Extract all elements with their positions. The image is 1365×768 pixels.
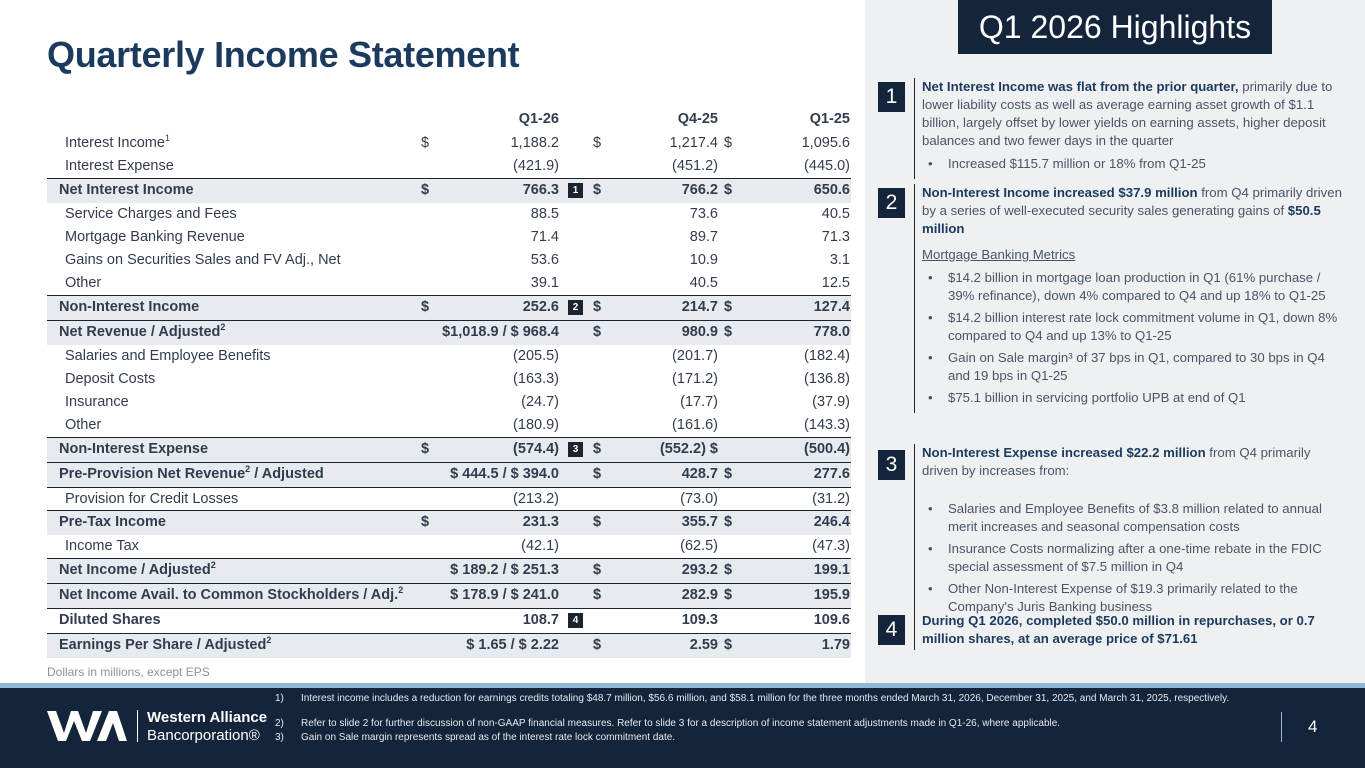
value-q1-26: $ 189.2 / $ 251.3 xyxy=(450,562,559,578)
table-row xyxy=(47,633,851,658)
value-q1-25: 1.79 xyxy=(821,637,850,653)
highlight-bullets xyxy=(922,500,1342,616)
income-statement-table xyxy=(47,106,851,658)
row-label-text: Other xyxy=(65,417,102,433)
value-q1-26: (180.9) xyxy=(513,417,559,433)
highlight-rule xyxy=(914,444,915,622)
value-q4-25: 766.2 xyxy=(681,182,718,198)
highlight-lead: Net Interest Income was flat from the prior quarter, xyxy=(922,79,1239,94)
value-q1-26: $ 1.65 / $ 2.22 xyxy=(466,637,559,653)
currency-sign: $ xyxy=(724,135,733,151)
currency-sign: $ xyxy=(421,182,430,198)
highlight-lead: Non-Interest Income increased $37.9 million xyxy=(922,185,1198,200)
highlight-bullets xyxy=(922,269,1342,407)
row-label xyxy=(65,491,238,507)
highlight-badge: 2 xyxy=(568,300,583,315)
value-q1-25: 3.1 xyxy=(829,252,850,268)
column-header-q1-26: Q1-26 xyxy=(518,111,559,127)
units-note: Dollars in millions, except EPS xyxy=(47,665,210,679)
value-q4-25: 282.9 xyxy=(681,587,718,603)
highlight-amount: $50.5 million xyxy=(922,203,1321,236)
row-label xyxy=(65,371,155,387)
logo-subname: Bancorporation® xyxy=(147,727,260,744)
currency-sign: $ xyxy=(593,182,602,198)
row-label-text: Provision for Credit Losses xyxy=(65,491,239,507)
highlight-text: from Q4 primarily driven by a series of well-executed security sales generating gains of xyxy=(922,185,1342,218)
table-row xyxy=(47,535,851,558)
table-row xyxy=(47,487,851,510)
bullet-item: • $75.1 billion in servicing portfolio UPB at end of Q1 xyxy=(922,389,1342,407)
value-q1-26: $ 444.5 / $ 394.0 xyxy=(450,466,559,482)
value-q1-26: (213.2) xyxy=(513,491,559,507)
currency-sign: $ xyxy=(421,135,430,151)
value-q4-25: (73.0) xyxy=(680,491,718,507)
value-q4-25: (171.2) xyxy=(672,371,718,387)
value-q1-25: 109.6 xyxy=(813,612,850,628)
value-q4-25: 293.2 xyxy=(681,562,718,578)
value-q4-25: (17.7) xyxy=(680,394,718,410)
value-q1-25: 650.6 xyxy=(813,182,850,198)
table-header xyxy=(47,106,851,132)
row-label xyxy=(59,324,225,340)
highlight-number: 4 xyxy=(878,615,905,645)
bullet-item: • Insurance Costs normalizing after a one-time rebate in the FDIC special assessment of $7.5 million in Q4 xyxy=(922,540,1342,576)
highlight-rule xyxy=(914,78,915,179)
column-header-q1-25: Q1-25 xyxy=(809,111,850,127)
value-q1-26: 53.6 xyxy=(530,252,559,268)
bullet-item: • $14.2 billion interest rate lock commitment volume in Q1, down 8% compared to Q4 and up 13% to Q1-25 xyxy=(922,309,1342,345)
currency-sign: $ xyxy=(724,587,733,603)
row-label xyxy=(65,252,341,268)
value-q4-25: 109.3 xyxy=(681,612,718,628)
table-row xyxy=(47,345,851,368)
footnote-marker: 2 xyxy=(398,585,404,596)
currency-sign: $ xyxy=(421,514,430,530)
row-label-text: Deposit Costs xyxy=(65,371,156,387)
value-q1-26: 766.3 xyxy=(522,182,559,198)
value-q1-26: $ 178.9 / $ 241.0 xyxy=(450,587,559,603)
table-row xyxy=(47,132,851,155)
row-label-suffix: / Adjusted xyxy=(250,466,324,482)
table-row xyxy=(47,510,851,535)
row-label-text: Interest Income xyxy=(65,135,165,151)
bullet-item: • Salaries and Employee Benefits of $3.8 million related to annual merit increases and seasonal compensation costs xyxy=(922,500,1342,536)
highlight-text: primarily due to lower liability costs as well as average earning asset growth of $1.1 billion, largely offset by lower yields on earning assets, higher deposit balances and two fewer days in the quarter xyxy=(922,79,1333,148)
row-label xyxy=(59,299,199,315)
value-q4-25: 980.9 xyxy=(681,324,718,340)
row-label-text: Diluted Shares xyxy=(59,612,161,628)
currency-sign: $ xyxy=(593,514,602,530)
highlight-number: 3 xyxy=(878,450,905,480)
row-label xyxy=(65,275,101,291)
value-q4-25: 2.59 xyxy=(689,637,718,653)
row-label xyxy=(59,587,403,603)
row-label xyxy=(65,417,101,433)
row-label xyxy=(65,394,129,410)
row-label-text: Salaries and Employee Benefits xyxy=(65,348,271,364)
row-label xyxy=(59,441,208,457)
row-label xyxy=(65,348,271,364)
currency-sign: $ xyxy=(593,324,602,340)
value-q1-25: (143.3) xyxy=(804,417,850,433)
currency-sign: $ xyxy=(593,441,602,457)
value-q1-25: (47.3) xyxy=(812,538,850,554)
highlight-body xyxy=(922,444,1342,620)
value-q1-25: (182.4) xyxy=(804,348,850,364)
table-body xyxy=(47,132,851,658)
value-q1-25: 1,095.6 xyxy=(801,135,850,151)
value-q1-25: (445.0) xyxy=(804,158,850,174)
highlight-text: from Q4 primarily driven by increases from: xyxy=(922,445,1311,478)
row-label-text: Income Tax xyxy=(65,538,139,554)
table-row xyxy=(47,368,851,391)
currency-sign: $ xyxy=(593,587,602,603)
footnote-marker: 2 xyxy=(245,464,251,475)
value-q1-25: 127.4 xyxy=(813,299,850,315)
highlight-paragraph xyxy=(922,612,1342,648)
value-q1-25: (37.9) xyxy=(812,394,850,410)
value-q4-25: 10.9 xyxy=(689,252,718,268)
footnote-marker: 2 xyxy=(266,635,272,646)
row-label-text: Earnings Per Share / Adjusted xyxy=(59,637,267,653)
row-label-text: Mortgage Banking Revenue xyxy=(65,229,245,245)
table-row xyxy=(47,249,851,272)
row-label xyxy=(65,135,170,151)
page-title: Quarterly Income Statement xyxy=(47,34,520,75)
bullet-item: • Increased $115.7 million or 18% from Q1-25 xyxy=(922,155,1342,173)
value-q4-25: (161.6) xyxy=(672,417,718,433)
highlight-number: 1 xyxy=(878,82,905,112)
currency-sign: $ xyxy=(421,299,430,315)
row-label-text: Service Charges and Fees xyxy=(65,206,237,222)
value-q4-25: 355.7 xyxy=(681,514,718,530)
row-label-text: Non-Interest Income xyxy=(59,299,200,315)
western-alliance-logo-icon xyxy=(47,709,127,743)
value-q1-25: 277.6 xyxy=(813,466,850,482)
table-row xyxy=(47,155,851,178)
footnote-marker: 1 xyxy=(164,133,170,144)
column-header-q4-25: Q4-25 xyxy=(677,111,718,127)
value-q1-25: 246.4 xyxy=(813,514,850,530)
value-q1-25: (136.8) xyxy=(804,371,850,387)
table-row xyxy=(47,558,851,583)
table-row xyxy=(47,437,851,462)
value-q1-26: (42.1) xyxy=(521,538,559,554)
value-q4-25: 214.7 xyxy=(681,299,718,315)
highlight-lead: Non-Interest Expense increased $22.2 million xyxy=(922,445,1206,460)
value-q1-25: 778.0 xyxy=(813,324,850,340)
logo-separator xyxy=(137,710,138,742)
table-row xyxy=(47,272,851,295)
row-label xyxy=(65,206,237,222)
value-q1-26: (163.3) xyxy=(513,371,559,387)
currency-sign: $ xyxy=(593,637,602,653)
value-q1-26: 71.4 xyxy=(530,229,559,245)
highlight-bullets xyxy=(922,155,1342,173)
currency-sign: $ xyxy=(724,466,733,482)
value-q1-25: (31.2) xyxy=(812,491,850,507)
value-q1-25: 199.1 xyxy=(813,562,850,578)
currency-sign: $ xyxy=(724,562,733,578)
highlight-badge: 3 xyxy=(568,442,583,457)
highlight-rule xyxy=(914,612,915,650)
highlight-badge: 1 xyxy=(568,183,583,198)
row-label-text: Pre-Tax Income xyxy=(59,514,166,530)
value-q1-26: (205.5) xyxy=(513,348,559,364)
bullet-item: • $14.2 billion in mortgage loan production in Q1 (61% purchase / 39% refinance), down 4% compared to Q4 and up 18% to Q1-25 xyxy=(922,269,1342,305)
value-q1-26: (421.9) xyxy=(513,158,559,174)
table-row xyxy=(47,226,851,249)
row-label-text: Net Revenue / Adjusted xyxy=(59,324,221,340)
value-q1-26: 252.6 xyxy=(522,299,559,315)
currency-sign: $ xyxy=(724,514,733,530)
currency-sign: $ xyxy=(593,466,602,482)
row-label xyxy=(59,182,194,198)
footnote-marker: 2 xyxy=(210,560,216,571)
value-q1-26: (574.4) xyxy=(513,441,559,457)
highlight-paragraph xyxy=(922,184,1342,238)
value-q1-26: 108.7 xyxy=(522,612,559,628)
currency-sign: $ xyxy=(593,562,602,578)
value-q4-25: 89.7 xyxy=(689,229,718,245)
row-label-text: Non-Interest Expense xyxy=(59,441,209,457)
row-label-text: Net Income Avail. to Common Stockholders / Adj. xyxy=(59,587,399,603)
value-q4-25: (451.2) xyxy=(672,158,718,174)
table-row xyxy=(47,203,851,226)
footer: Western Alliance Bancorporation® 1) Interest income includes a reduction for earnings credits totaling $48.7 million, $56.6 million, and $58.1 million for the three months ended March 31, 2026, December 31, 2025, and March 31, 2025, respectively. 2) Refer to slide 2 for further discussion of non-GAAP financial measures. Refer to slide 3 for a description of income statement adjustments made in Q1-26, where applicable. 3) Gain on Sale margin represents spread as of the interest rate lock commitment date. 4 xyxy=(0,688,1365,768)
currency-sign: $ xyxy=(724,637,733,653)
row-label-text: Net Income / Adjusted xyxy=(59,562,211,578)
value-q4-25: 73.6 xyxy=(689,206,718,222)
value-q1-25: 195.9 xyxy=(813,587,850,603)
table-row xyxy=(47,320,851,345)
value-q1-26: 88.5 xyxy=(530,206,559,222)
row-label-text: Net Interest Income xyxy=(59,182,194,198)
value-q4-25: 40.5 xyxy=(689,275,718,291)
highlight-badge: 4 xyxy=(568,613,583,628)
value-q4-25: (62.5) xyxy=(680,538,718,554)
value-q1-26: 1,188.2 xyxy=(510,135,559,151)
page-number: 4 xyxy=(1308,717,1318,736)
highlight-number: 2 xyxy=(878,188,905,218)
highlight-paragraph xyxy=(922,444,1342,480)
value-q1-26: 231.3 xyxy=(522,514,559,530)
highlight-subheading: Mortgage Banking Metrics xyxy=(922,247,1076,262)
logo-name: Western Alliance xyxy=(147,709,268,726)
footnote-marker: 2 xyxy=(220,322,226,333)
row-label xyxy=(65,158,174,174)
value-q4-25: 1,217.4 xyxy=(669,135,718,151)
row-label xyxy=(59,514,166,530)
currency-sign: $ xyxy=(593,299,602,315)
value-q4-25: (552.2) $ xyxy=(659,441,718,457)
value-q1-26: 39.1 xyxy=(530,275,559,291)
row-label-text: Pre-Provision Net Revenue xyxy=(59,466,246,482)
page-separator xyxy=(1281,712,1282,742)
highlight-paragraph xyxy=(922,78,1342,150)
highlight-lead: During Q1 2026, completed $50.0 million in repurchases, or 0.7 million shares, at an average price of $71.61 xyxy=(922,613,1315,646)
row-label xyxy=(65,538,139,554)
bullet-item: • Other Non-Interest Expense of $19.3 primarily related to the Company's Juris Banking business xyxy=(922,580,1342,616)
value-q1-25: 12.5 xyxy=(821,275,850,291)
currency-sign: $ xyxy=(593,135,602,151)
row-label-text: Other xyxy=(65,275,102,291)
highlight-rule xyxy=(914,184,915,413)
value-q1-25: 71.3 xyxy=(821,229,850,245)
table-row xyxy=(47,391,851,414)
highlight-body xyxy=(922,78,1342,177)
bullet-item: • Gain on Sale margin³ of 37 bps in Q1, compared to 30 bps in Q4 and 19 bps in Q1-25 xyxy=(922,349,1342,385)
value-q4-25: 428.7 xyxy=(681,466,718,482)
highlight-body xyxy=(922,612,1342,648)
table-row xyxy=(47,295,851,320)
currency-sign: $ xyxy=(724,324,733,340)
row-label xyxy=(59,562,216,578)
highlights-title: Q1 2026 Highlights xyxy=(958,0,1272,54)
row-label-text: Insurance xyxy=(65,394,129,410)
highlight-body xyxy=(922,184,1342,411)
currency-sign: $ xyxy=(421,441,430,457)
value-q1-25: 40.5 xyxy=(821,206,850,222)
row-label-text: Interest Expense xyxy=(65,158,174,174)
row-label xyxy=(59,637,271,653)
table-row xyxy=(47,608,851,633)
currency-sign: $ xyxy=(724,299,733,315)
value-q1-25: (500.4) xyxy=(804,441,850,457)
row-label xyxy=(59,612,161,628)
value-q1-26: $1,018.9 / $ 968.4 xyxy=(442,324,559,340)
table-row xyxy=(47,178,851,203)
table-row xyxy=(47,462,851,487)
value-q1-26: (24.7) xyxy=(521,394,559,410)
table-row xyxy=(47,414,851,437)
row-label xyxy=(59,466,324,482)
table-row xyxy=(47,583,851,608)
row-label xyxy=(65,229,245,245)
row-label-text: Gains on Securities Sales and FV Adj., Net xyxy=(65,252,341,268)
value-q4-25: (201.7) xyxy=(672,348,718,364)
currency-sign: $ xyxy=(724,182,733,198)
